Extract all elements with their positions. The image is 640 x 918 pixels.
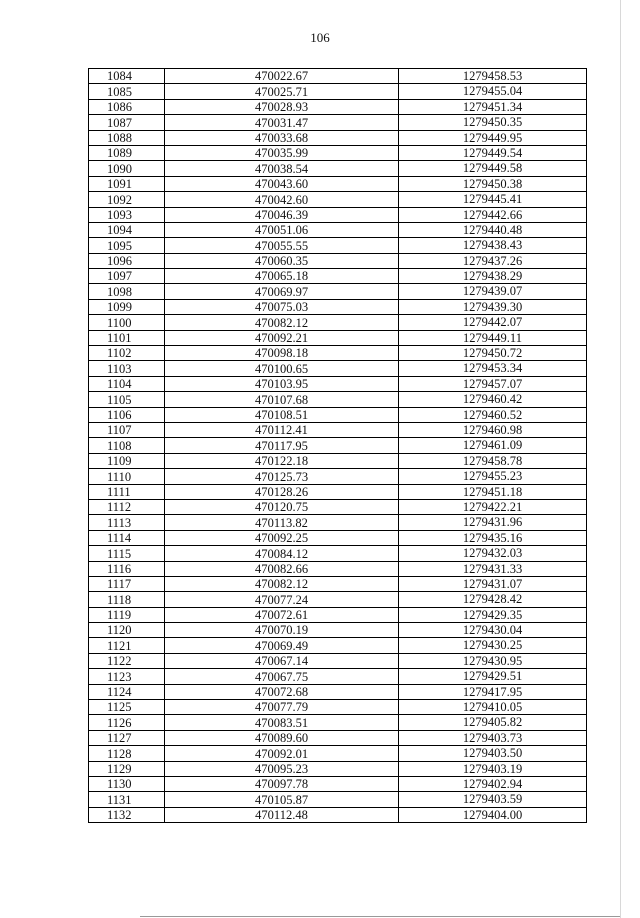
point-number-cell: 1092 — [89, 192, 165, 207]
point-number-cell: 1106 — [89, 407, 165, 422]
y-coordinate-cell: 1279403.59 — [399, 792, 587, 807]
point-number-cell: 1125 — [89, 700, 165, 715]
y-coordinate-cell: 1279449.58 — [399, 161, 587, 176]
table-row — [89, 546, 587, 561]
point-number-cell: 1095 — [89, 238, 165, 253]
scan-edge-line — [620, 0, 621, 918]
table-row — [89, 469, 587, 484]
y-coordinate-cell: 1279460.52 — [399, 407, 587, 422]
table-row — [89, 361, 587, 376]
table-row — [89, 515, 587, 530]
x-coordinate-cell: 470065.18 — [165, 269, 399, 284]
y-coordinate-cell: 1279458.78 — [399, 453, 587, 468]
y-coordinate-cell: 1279439.07 — [399, 284, 587, 299]
point-number-cell: 1100 — [89, 315, 165, 330]
x-coordinate-cell: 470060.35 — [165, 253, 399, 268]
table-row — [89, 438, 587, 453]
table-row — [89, 684, 587, 699]
table-row — [89, 330, 587, 345]
point-number-cell: 1131 — [89, 792, 165, 807]
x-coordinate-cell: 470125.73 — [165, 469, 399, 484]
table-row — [89, 376, 587, 391]
y-coordinate-cell: 1279442.66 — [399, 207, 587, 222]
y-coordinate-cell: 1279453.34 — [399, 361, 587, 376]
table-row — [89, 530, 587, 545]
point-number-cell: 1085 — [89, 84, 165, 99]
point-number-cell: 1105 — [89, 392, 165, 407]
point-number-cell: 1111 — [89, 484, 165, 499]
point-number-cell: 1089 — [89, 145, 165, 160]
x-coordinate-cell: 470100.65 — [165, 361, 399, 376]
table-row — [89, 746, 587, 761]
y-coordinate-cell: 1279461.09 — [399, 438, 587, 453]
y-coordinate-cell: 1279449.95 — [399, 130, 587, 145]
point-number-cell: 1124 — [89, 684, 165, 699]
point-number-cell: 1088 — [89, 130, 165, 145]
table-row — [89, 130, 587, 145]
point-number-cell: 1098 — [89, 284, 165, 299]
y-coordinate-cell: 1279402.94 — [399, 776, 587, 791]
y-coordinate-cell: 1279431.07 — [399, 576, 587, 591]
x-coordinate-cell: 470055.55 — [165, 238, 399, 253]
y-coordinate-cell: 1279430.04 — [399, 623, 587, 638]
point-number-cell: 1118 — [89, 592, 165, 607]
y-coordinate-cell: 1279435.16 — [399, 530, 587, 545]
x-coordinate-cell: 470117.95 — [165, 438, 399, 453]
table-row — [89, 792, 587, 807]
table-row — [89, 730, 587, 745]
table-row — [89, 700, 587, 715]
table-row — [89, 346, 587, 361]
x-coordinate-cell: 470033.68 — [165, 130, 399, 145]
y-coordinate-cell: 1279450.38 — [399, 176, 587, 191]
y-coordinate-cell: 1279410.05 — [399, 700, 587, 715]
table-row — [89, 115, 587, 130]
y-coordinate-cell: 1279403.19 — [399, 761, 587, 776]
point-number-cell: 1090 — [89, 161, 165, 176]
x-coordinate-cell: 470038.54 — [165, 161, 399, 176]
y-coordinate-cell: 1279438.29 — [399, 269, 587, 284]
page-number: 106 — [310, 30, 330, 45]
x-coordinate-cell: 470075.03 — [165, 299, 399, 314]
point-number-cell: 1127 — [89, 730, 165, 745]
table-row — [89, 499, 587, 514]
table-row — [89, 669, 587, 684]
y-coordinate-cell: 1279438.43 — [399, 238, 587, 253]
x-coordinate-cell: 470122.18 — [165, 453, 399, 468]
x-coordinate-cell: 470025.71 — [165, 84, 399, 99]
point-number-cell: 1099 — [89, 299, 165, 314]
x-coordinate-cell: 470092.21 — [165, 330, 399, 345]
y-coordinate-cell: 1279437.26 — [399, 253, 587, 268]
table-row — [89, 238, 587, 253]
y-coordinate-cell: 1279431.33 — [399, 561, 587, 576]
y-coordinate-cell: 1279460.42 — [399, 392, 587, 407]
table-row — [89, 607, 587, 622]
table-row — [89, 192, 587, 207]
table-row — [89, 776, 587, 791]
y-coordinate-cell: 1279451.34 — [399, 99, 587, 114]
table-row — [89, 576, 587, 591]
table-row — [89, 453, 587, 468]
x-coordinate-cell: 470108.51 — [165, 407, 399, 422]
table-row — [89, 145, 587, 160]
scan-bottom-line — [140, 916, 620, 917]
point-number-cell: 1117 — [89, 576, 165, 591]
table-row — [89, 299, 587, 314]
x-coordinate-cell: 470051.06 — [165, 222, 399, 237]
x-coordinate-cell: 470084.12 — [165, 546, 399, 561]
table-row — [89, 253, 587, 268]
y-coordinate-cell: 1279442.07 — [399, 315, 587, 330]
y-coordinate-cell: 1279445.41 — [399, 192, 587, 207]
x-coordinate-cell: 470092.25 — [165, 530, 399, 545]
point-number-cell: 1091 — [89, 176, 165, 191]
y-coordinate-cell: 1279430.25 — [399, 638, 587, 653]
y-coordinate-cell: 1279431.96 — [399, 515, 587, 530]
table-row — [89, 392, 587, 407]
point-number-cell: 1084 — [89, 69, 165, 84]
x-coordinate-cell: 470022.67 — [165, 69, 399, 84]
y-coordinate-cell: 1279457.07 — [399, 376, 587, 391]
table-row — [89, 284, 587, 299]
y-coordinate-cell: 1279422.21 — [399, 499, 587, 514]
y-coordinate-cell: 1279429.51 — [399, 669, 587, 684]
y-coordinate-cell: 1279405.82 — [399, 715, 587, 730]
y-coordinate-cell: 1279460.98 — [399, 422, 587, 437]
point-number-cell: 1126 — [89, 715, 165, 730]
x-coordinate-cell: 470072.68 — [165, 684, 399, 699]
x-coordinate-cell: 470067.75 — [165, 669, 399, 684]
table-row — [89, 761, 587, 776]
table-row — [89, 222, 587, 237]
table-row — [89, 715, 587, 730]
x-coordinate-cell: 470082.12 — [165, 576, 399, 591]
point-number-cell: 1128 — [89, 746, 165, 761]
x-coordinate-cell: 470107.68 — [165, 392, 399, 407]
x-coordinate-cell: 470069.49 — [165, 638, 399, 653]
y-coordinate-cell: 1279450.35 — [399, 115, 587, 130]
y-coordinate-cell: 1279455.23 — [399, 469, 587, 484]
table-row — [89, 638, 587, 653]
point-number-cell: 1112 — [89, 499, 165, 514]
x-coordinate-cell: 470031.47 — [165, 115, 399, 130]
point-number-cell: 1119 — [89, 607, 165, 622]
point-number-cell: 1122 — [89, 653, 165, 668]
y-coordinate-cell: 1279432.03 — [399, 546, 587, 561]
point-number-cell: 1113 — [89, 515, 165, 530]
point-number-cell: 1115 — [89, 546, 165, 561]
table-row — [89, 407, 587, 422]
x-coordinate-cell: 470046.39 — [165, 207, 399, 222]
point-number-cell: 1110 — [89, 469, 165, 484]
x-coordinate-cell: 470098.18 — [165, 346, 399, 361]
y-coordinate-cell: 1279439.30 — [399, 299, 587, 314]
coordinates-table — [88, 68, 587, 823]
point-number-cell: 1114 — [89, 530, 165, 545]
x-coordinate-cell: 470077.24 — [165, 592, 399, 607]
table-row — [89, 561, 587, 576]
y-coordinate-cell: 1279430.95 — [399, 653, 587, 668]
x-coordinate-cell: 470082.12 — [165, 315, 399, 330]
table-row — [89, 69, 587, 84]
x-coordinate-cell: 470028.93 — [165, 99, 399, 114]
x-coordinate-cell: 470072.61 — [165, 607, 399, 622]
x-coordinate-cell: 470035.99 — [165, 145, 399, 160]
point-number-cell: 1086 — [89, 99, 165, 114]
y-coordinate-cell: 1279417.95 — [399, 684, 587, 699]
table-row — [89, 207, 587, 222]
y-coordinate-cell: 1279404.00 — [399, 807, 587, 822]
y-coordinate-cell: 1279455.04 — [399, 84, 587, 99]
table-row — [89, 176, 587, 191]
table-row — [89, 807, 587, 822]
x-coordinate-cell: 470067.14 — [165, 653, 399, 668]
table-row — [89, 484, 587, 499]
point-number-cell: 1104 — [89, 376, 165, 391]
x-coordinate-cell: 470069.97 — [165, 284, 399, 299]
x-coordinate-cell: 470070.19 — [165, 623, 399, 638]
y-coordinate-cell: 1279428.42 — [399, 592, 587, 607]
coordinates-table-container — [88, 68, 586, 823]
x-coordinate-cell: 470103.95 — [165, 376, 399, 391]
y-coordinate-cell: 1279403.73 — [399, 730, 587, 745]
y-coordinate-cell: 1279403.50 — [399, 746, 587, 761]
point-number-cell: 1121 — [89, 638, 165, 653]
point-number-cell: 1097 — [89, 269, 165, 284]
point-number-cell: 1120 — [89, 623, 165, 638]
point-number-cell: 1101 — [89, 330, 165, 345]
table-row — [89, 315, 587, 330]
y-coordinate-cell: 1279449.54 — [399, 145, 587, 160]
point-number-cell: 1093 — [89, 207, 165, 222]
coordinates-table-body — [89, 69, 587, 823]
point-number-cell: 1132 — [89, 807, 165, 822]
table-row — [89, 84, 587, 99]
point-number-cell: 1102 — [89, 346, 165, 361]
point-number-cell: 1130 — [89, 776, 165, 791]
x-coordinate-cell: 470113.82 — [165, 515, 399, 530]
point-number-cell: 1103 — [89, 361, 165, 376]
point-number-cell: 1087 — [89, 115, 165, 130]
y-coordinate-cell: 1279429.35 — [399, 607, 587, 622]
point-number-cell: 1109 — [89, 453, 165, 468]
x-coordinate-cell: 470092.01 — [165, 746, 399, 761]
x-coordinate-cell: 470112.48 — [165, 807, 399, 822]
x-coordinate-cell: 470043.60 — [165, 176, 399, 191]
point-number-cell: 1096 — [89, 253, 165, 268]
x-coordinate-cell: 470120.75 — [165, 499, 399, 514]
x-coordinate-cell: 470082.66 — [165, 561, 399, 576]
x-coordinate-cell: 470112.41 — [165, 422, 399, 437]
x-coordinate-cell: 470077.79 — [165, 700, 399, 715]
x-coordinate-cell: 470042.60 — [165, 192, 399, 207]
point-number-cell: 1123 — [89, 669, 165, 684]
x-coordinate-cell: 470095.23 — [165, 761, 399, 776]
table-row — [89, 653, 587, 668]
x-coordinate-cell: 470097.78 — [165, 776, 399, 791]
y-coordinate-cell: 1279451.18 — [399, 484, 587, 499]
y-coordinate-cell: 1279449.11 — [399, 330, 587, 345]
x-coordinate-cell: 470083.51 — [165, 715, 399, 730]
table-row — [89, 269, 587, 284]
point-number-cell: 1107 — [89, 422, 165, 437]
table-row — [89, 623, 587, 638]
x-coordinate-cell: 470089.60 — [165, 730, 399, 745]
x-coordinate-cell: 470105.87 — [165, 792, 399, 807]
table-row — [89, 422, 587, 437]
y-coordinate-cell: 1279458.53 — [399, 69, 587, 84]
table-row — [89, 99, 587, 114]
x-coordinate-cell: 470128.26 — [165, 484, 399, 499]
point-number-cell: 1108 — [89, 438, 165, 453]
point-number-cell: 1094 — [89, 222, 165, 237]
table-row — [89, 161, 587, 176]
y-coordinate-cell: 1279440.48 — [399, 222, 587, 237]
y-coordinate-cell: 1279450.72 — [399, 346, 587, 361]
table-row — [89, 592, 587, 607]
point-number-cell: 1116 — [89, 561, 165, 576]
point-number-cell: 1129 — [89, 761, 165, 776]
